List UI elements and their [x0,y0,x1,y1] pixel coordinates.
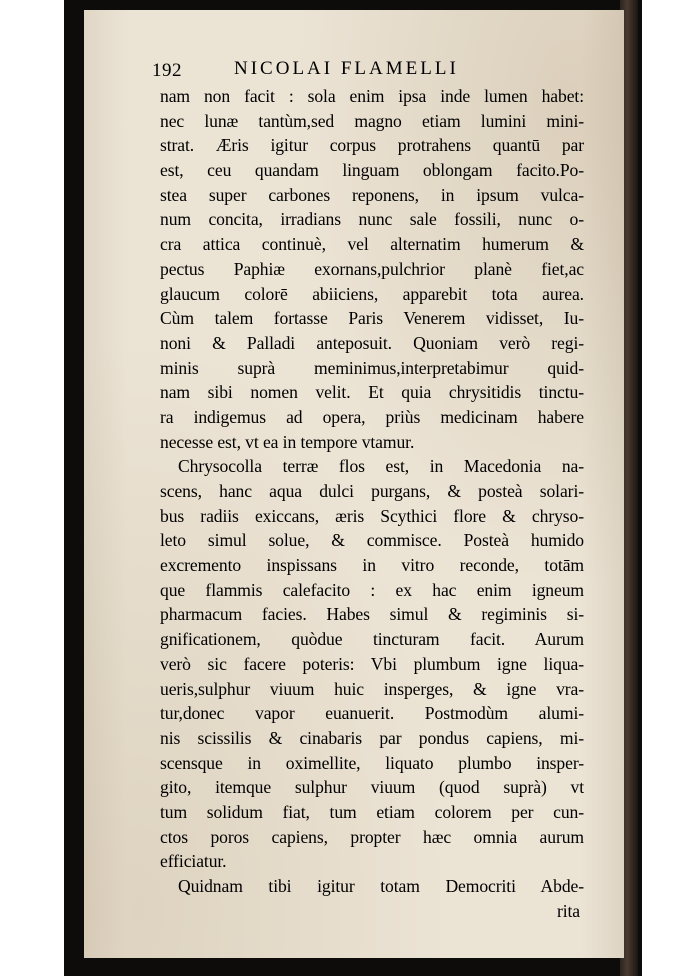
text-line: leto simul solue, & commisce. Posteà humido [160,530,584,551]
text-line: ctos poros capiens, propter hæc omnia aurum [160,826,584,847]
text-line: num concita, irradians nunc sale fossili, nunc o- [160,209,584,230]
page-number: 192 [152,60,182,81]
paragraph-start-line: Quidnam tibi igitur totam Democriti Abde- [178,876,584,896]
text-line: strat. Æris igitur corpus protrahens quantū par [160,135,584,156]
text-line: gito, itemque sulphur viuum (quod suprà) vt [160,777,584,798]
text-line: tum solidum fiat, tum etiam colorem per cun- [160,801,584,822]
text-line: scens, hanc aqua dulci purgans, & posteà solari- [160,481,584,501]
running-head: NICOLAI FLAMELLI [234,58,459,79]
text-line: ueris,sulphur viuum huic insperges, & igne vra- [160,678,584,699]
text-line: nam non facit : sola enim ipsa inde lumen habet: [160,86,584,106]
text-line: pectus Paphiæ exornans,pulchrior planè fiet,ac [160,258,584,279]
text-line: cra attica continuè, vel alternatim humerum & [160,234,584,255]
text-line: nec lunæ tantùm,sed magno etiam lumini mini- [160,110,584,131]
text-line: Cùm talem fortasse Paris Venerem vidisset, Iu- [160,308,584,329]
text-line: scensque in oximellite, liquato plumbo insper- [160,752,584,773]
text-line: pharmacum facies. Habes simul & regiminis si- [160,604,584,625]
text-line: minis suprà meminimus,interpretabimur quid- [160,357,584,378]
text-line: efficiatur. [160,851,227,872]
text-line: excremento inspissans in vitro reconde, totām [160,555,584,576]
text-line: est, ceu quandam linguam oblongam facito.Po- [160,160,584,181]
text-line: noni & Palladi anteposuit. Quoniam verò regi- [160,332,584,353]
text-line: nam sibi nomen velit. Et quia chrysitidis tinctu- [160,382,584,403]
text-line: gnificationem, quòdue tincturam facit. Aurum [160,629,584,650]
body-text [160,84,584,923]
text-line: bus radiis exiccans, æris Scythici flore & chryso- [160,505,584,526]
text-line: ra indigemus ad opera, priùs medicinam habere [160,406,584,427]
text-line: necesse est, vt ea in tempore vtamur. [160,431,415,452]
catchword: rita [556,900,580,921]
text-line: verò sic facere poteris: Vbi plumbum igne liqua- [160,653,584,674]
text-line: tur,donec vapor euanuerit. Postmodùm alumi- [160,703,584,724]
text-line: stea super carbones reponens, in ipsum vulca- [160,184,584,205]
paragraph-start-line: Chrysocolla terræ flos est, in Macedonia na- [178,456,584,477]
text-line: glaucum colorē abiiciens, apparebit tota aurea. [160,283,584,304]
text-line: nis scissilis & cinabaris par pondus capiens, mi- [160,727,584,748]
text-line: que flammis calefacito : ex hac enim igneum [160,579,584,600]
